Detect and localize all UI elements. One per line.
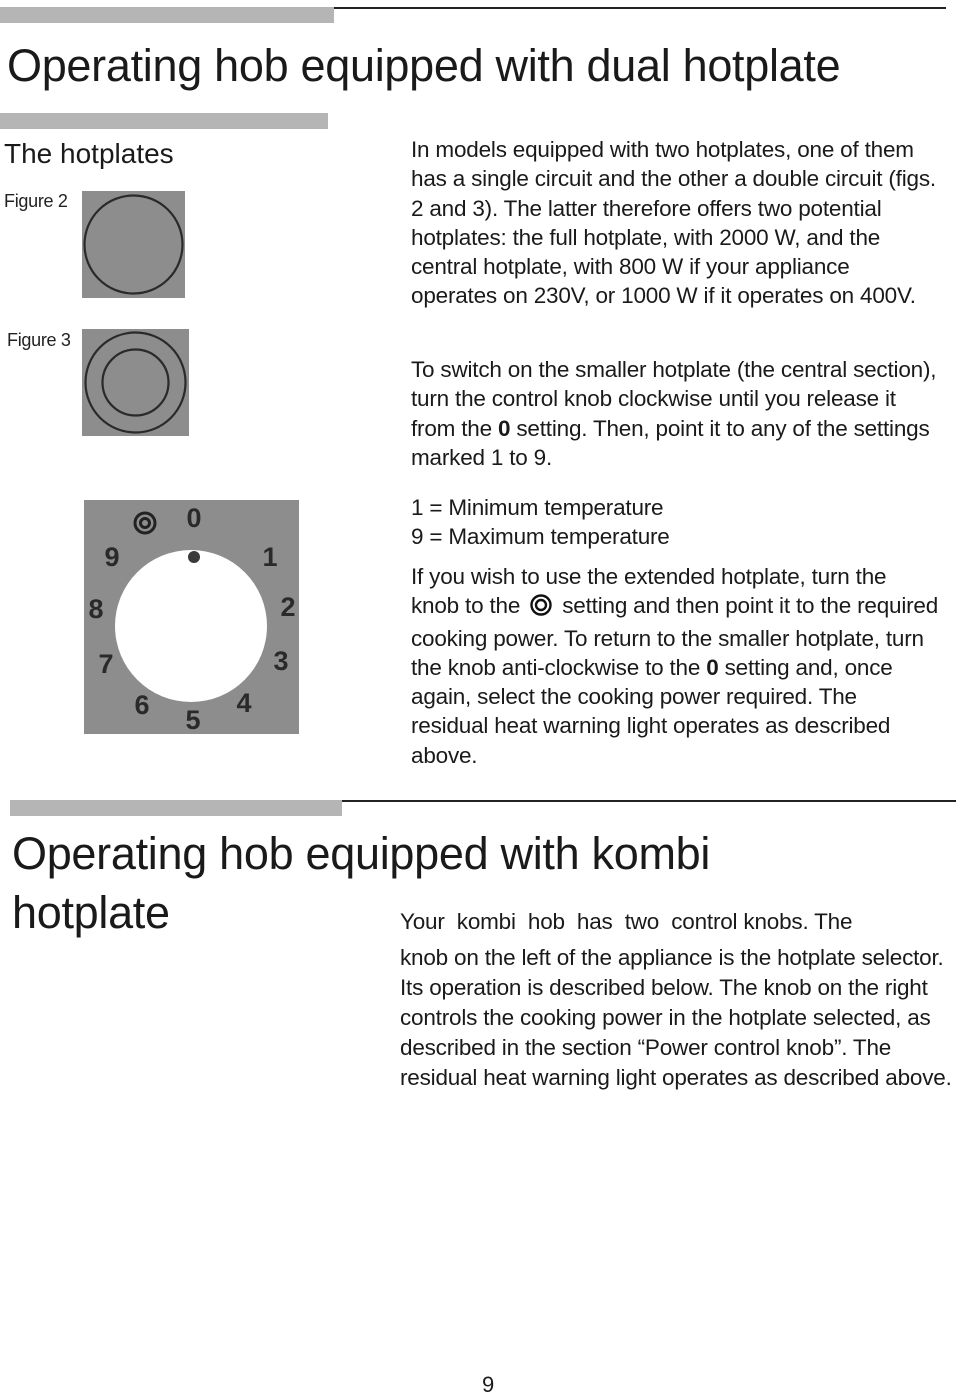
- figure-2-label: Figure 2: [4, 191, 68, 211]
- max-temperature-line: 9 = Maximum temperature: [411, 524, 670, 549]
- section-title-kombi-line2: hotplate: [12, 887, 170, 938]
- subsection-bar: [0, 113, 328, 129]
- knob-number-2: 2: [280, 592, 296, 622]
- page-number: 9: [482, 1372, 495, 1397]
- extended-hotplate-paragraph: [411, 562, 939, 770]
- header-bar-thick: [0, 7, 334, 23]
- knob-number-5: 5: [185, 705, 201, 734]
- zero-setting-bold-2: 0: [706, 654, 719, 680]
- subsection-title-hotplates: The hotplates: [4, 138, 174, 169]
- dual-circuit-hotplate-icon: [82, 329, 189, 436]
- knob-number-0: 0: [186, 503, 202, 533]
- figure-3-dual-hotplate: [82, 329, 189, 436]
- header-rule: [334, 7, 946, 9]
- switch-on-paragraph: [411, 355, 939, 472]
- extended-text-c: setting and, once again, select the cooking power required. The residual heat warning light operates as described above.: [411, 654, 893, 768]
- section-title-dual-hotplate: Operating hob equipped with dual hotplate: [7, 40, 841, 91]
- knob-number-8: 8: [88, 594, 104, 624]
- figure-2-single-hotplate: [82, 191, 185, 298]
- switch-on-text-b: setting. Then, point it to any of the settings marked 1 to 9.: [411, 415, 930, 470]
- section2-rule: [342, 800, 956, 802]
- knob-number-3: 3: [273, 646, 289, 676]
- extended-text-b: setting and then point it to the required cooking power. To return to the smaller hotplate, turn the knob anti-clockwise to the: [411, 593, 939, 680]
- control-knob-figure: [84, 500, 299, 734]
- knob-number-7: 7: [98, 649, 114, 679]
- kombi-paragraph-line1: Your kombi hob has two control knobs. The: [400, 909, 853, 934]
- min-temperature-line: 1 = Minimum temperature: [411, 495, 664, 520]
- extended-text-a: If you wish to use the extended hotplate, turn the knob to the: [411, 564, 887, 619]
- switch-on-text-a: To switch on the smaller hotplate (the central section), turn the control knob clockwise until you release it from the: [411, 357, 937, 441]
- intro-paragraph: In models equipped with two hotplates, one of them has a single circuit and the other a double circuit (figs. 2 and 3). The latter therefore offers two potential hotplates: the full hotplate, with 2000 W, and the central hotplate, with 800 W if your appliance operates on 230V, or 1000 W if it operates on 400V.: [411, 137, 936, 309]
- knob-number-4: 4: [236, 688, 252, 718]
- section-title-kombi-line1: Operating hob equipped with kombi: [12, 828, 711, 879]
- knob-pointer-dot: [188, 551, 200, 563]
- single-circuit-hotplate-icon: [82, 191, 185, 298]
- dual-position-symbol: [135, 513, 155, 533]
- figure-3-label: Figure 3: [7, 330, 71, 350]
- control-knob-diagram: [84, 500, 299, 734]
- knob-number-9: 9: [104, 542, 120, 572]
- section2-bar-thick: [10, 800, 342, 816]
- zero-setting-bold: 0: [497, 415, 511, 441]
- double-ring-icon: [528, 594, 554, 623]
- kombi-paragraph: knob on the left of the appliance is the hotplate selector. Its operation is described below. The knob on the right controls the cooking power in the hotplate selected, as described in the section “Power control knob”. The residual heat warning light operates as described above.: [400, 945, 952, 1090]
- knob-number-1: 1: [262, 542, 278, 572]
- knob-number-6: 6: [134, 690, 150, 720]
